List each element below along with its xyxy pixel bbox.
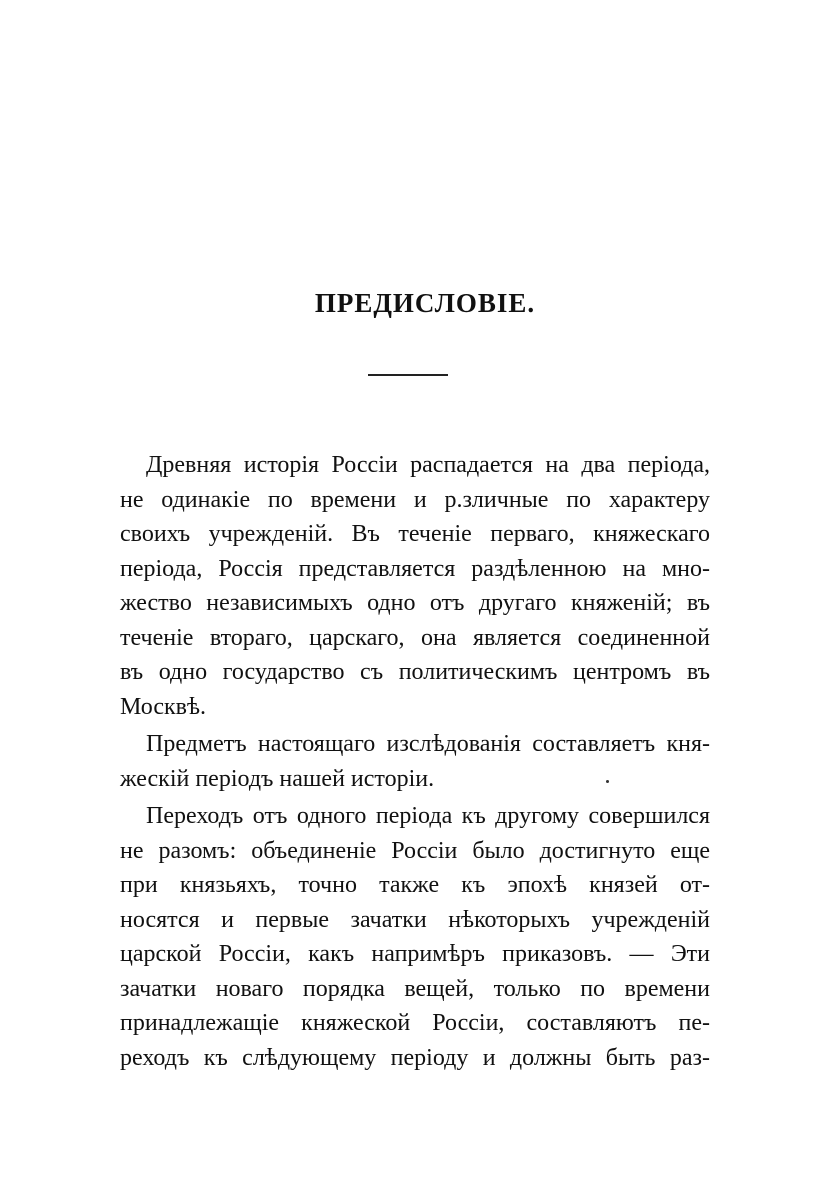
text-line: царской Россіи, какъ напримѣръ приказовъ. — Эти: [120, 941, 710, 967]
paragraph-1: [120, 448, 710, 724]
text-line: своихъ учрежденій. Въ теченіе перваго, княжескаго: [120, 521, 710, 547]
title-divider: [368, 374, 448, 376]
body-text: [120, 448, 710, 1075]
text-line: не одинакіе по времени и р.зличные по характеру: [120, 486, 710, 513]
text-line: жество независимыхъ одно отъ другаго княженій; въ: [120, 590, 710, 616]
paragraph-2: [120, 727, 710, 796]
text-line: принадлежащіе княжеской Россіи, составляютъ пе-: [120, 1010, 710, 1036]
paragraph-3: [120, 799, 710, 1075]
text-line: жескій періодъ нашей исторіи.: [120, 765, 435, 792]
text-line: зачатки новаго порядка вещей, только по времени: [120, 975, 710, 1002]
text-line: теченіе втораго, царскаго, она является соединенной: [120, 624, 710, 651]
text-line: Переходъ отъ одного періода къ другому совершился: [146, 803, 710, 829]
text-line: въ одно государство съ политическимъ центромъ въ: [120, 659, 710, 685]
text-line: при князьяхъ, точно также къ эпохѣ князей от-: [120, 872, 710, 898]
text-line: Москвѣ.: [120, 693, 207, 720]
print-speck: [606, 780, 609, 783]
text-line: реходъ къ слѣдующему періоду и должны быть раз-: [120, 1044, 710, 1071]
text-line: носятся и первые зачатки нѣкоторыхъ учрежденій: [120, 906, 710, 933]
text-line: Древняя исторія Россіи распадается на два періода,: [146, 452, 710, 478]
page-title: ПРЕДИСЛОВІЕ.: [314, 288, 536, 318]
text-line: періода, Россія представляется раздѣленною на мно-: [120, 555, 710, 582]
text-line: Предметъ настоящаго изслѣдованія составляетъ кня-: [146, 731, 710, 757]
text-line: не разомъ: объединеніе Россіи было достигнуто еще: [120, 837, 710, 864]
